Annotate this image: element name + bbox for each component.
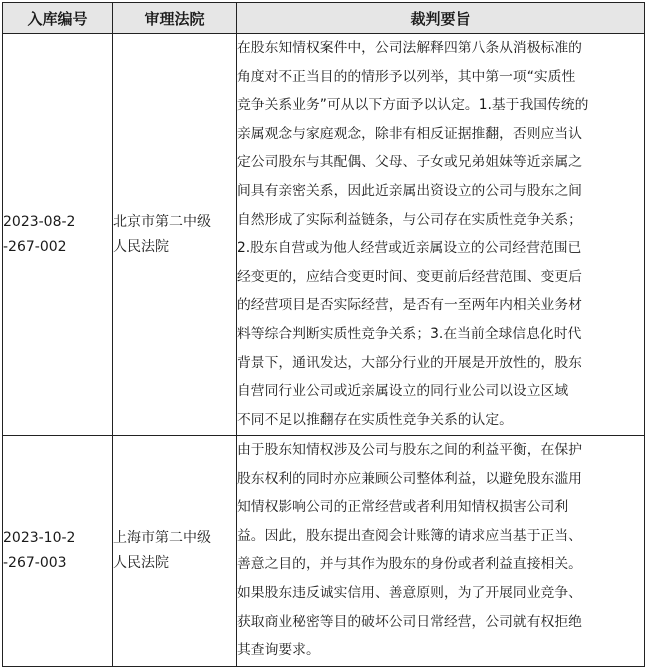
header-case-id: 入库编号 bbox=[3, 3, 113, 34]
gist-text-line: 定公司股东与其配偶、父母、子女或兄弟姐妹等近亲属之 bbox=[237, 154, 582, 171]
gist-text-line: 自然形成了实际利益链条，与公司存在实质性竞争关系； bbox=[237, 211, 582, 228]
gist-text-line: 的经营项目是否实际经营，是否有一至两年内相关业务材 bbox=[237, 297, 582, 314]
gist-text-line: 竞争关系业务”可从以下方面予以认定。1.基于我国传统的 bbox=[237, 97, 589, 114]
case-id-text: 2023-08-2 bbox=[3, 213, 76, 230]
court-name-text: 人民法院 bbox=[113, 238, 169, 255]
table-row bbox=[3, 436, 645, 667]
court-cell bbox=[113, 34, 237, 436]
gist-text-line: 经变更的，应结合变更时间、变更前后经营范围、变更后 bbox=[237, 268, 582, 285]
gist-text-line: 在股东知情权案件中，公司法解释四第八条从消极标准的 bbox=[237, 40, 582, 56]
gist-text-line: 角度对不正当目的的情形予以列举，其中第一项“实质性 bbox=[237, 68, 576, 85]
gist-text-line: 如果股东违反诚实信用、善意原则，为了开展同业竞争、 bbox=[237, 584, 582, 601]
header-row bbox=[3, 3, 645, 34]
gist-text-line: 不同不足以推翻存在实质性竞争关系的认定。 bbox=[237, 411, 513, 428]
gist-text-line: 料等综合判断实质性竞争关系；3.在当前全球信息化时代 bbox=[237, 325, 582, 342]
table-row bbox=[3, 34, 645, 436]
gist-text-line: 间具有亲密关系，因此近亲属出资设立的公司与股东之间 bbox=[237, 182, 582, 199]
court-name-text: 人民法院 bbox=[113, 555, 169, 571]
case-id-text: -267-003 bbox=[3, 555, 67, 571]
case-id-text: -267-002 bbox=[3, 238, 67, 255]
gist-text-line: 获取商业秘密等目的破坏公司日常经营，公司就有权拒绝 bbox=[237, 613, 582, 630]
header-court: 审理法院 bbox=[113, 3, 237, 34]
gist-cell bbox=[237, 436, 645, 667]
gist-text-line: 背景下，通讯发达，大部分行业的开展是开放性的，股东 bbox=[237, 354, 582, 371]
table-header bbox=[3, 3, 645, 34]
court-name-text: 上海市第二中级 bbox=[113, 530, 211, 546]
gist-text-line: 自营同行业公司或近亲属设立的同行业公司以设立区域 bbox=[237, 383, 569, 400]
gist-text-line: 善意之目的，并与其作为股东的身份或者利益直接相关。 bbox=[237, 556, 582, 573]
gist-text-line: 亲属观念与家庭观念，除非有相反证据推翻，否则应当认 bbox=[237, 125, 582, 142]
case-id-cell bbox=[3, 34, 113, 436]
gist-text-line: 知情权影响公司的正常经营或者利用知情权损害公司利 bbox=[237, 499, 569, 516]
case-id-cell bbox=[3, 436, 113, 667]
gist-cell bbox=[237, 34, 645, 436]
gist-text-line: 由于股东知情权涉及公司与股东之间的利益平衡，在保护 bbox=[237, 442, 582, 458]
case-gist-table bbox=[2, 2, 645, 667]
case-id-text: 2023-10-2 bbox=[3, 530, 76, 546]
gist-text-line: 其查询要求。 bbox=[237, 642, 320, 659]
gist-text-line: 益。因此，股东提出查阅会计账簿的请求应当基于正当、 bbox=[237, 527, 582, 544]
gist-text-line: 2.股东自营或为他人经营或近亲属设立的公司经营范围已 bbox=[237, 240, 582, 257]
gist-text-line: 股东权利的同时亦应兼顾公司整体利益，以避免股东滥用 bbox=[237, 470, 582, 487]
court-name-text: 北京市第二中级 bbox=[113, 213, 211, 230]
court-cell bbox=[113, 436, 237, 667]
header-gist: 裁判要旨 bbox=[237, 3, 645, 34]
